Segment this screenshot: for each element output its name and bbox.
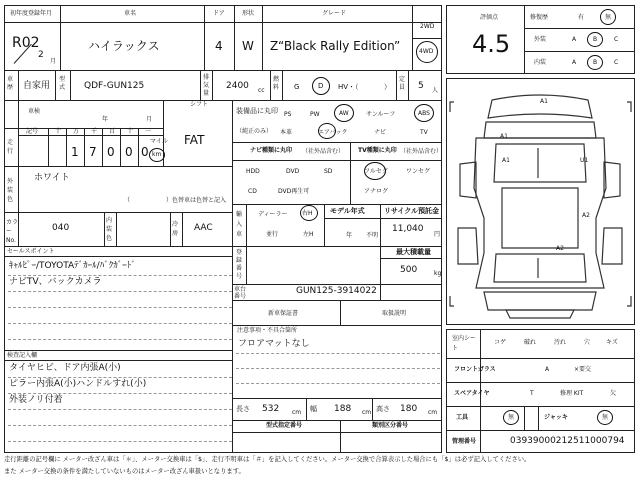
nav-type-title: ナビ種類に丸印 — [250, 147, 293, 154]
height-label: 高さ — [376, 405, 390, 413]
exterior-color-label: 外装色 — [7, 178, 14, 203]
capacity-unit: 人 — [432, 87, 439, 94]
import-right: 右H — [302, 210, 313, 217]
chassis-value: GUN125-3914022 — [296, 286, 377, 296]
spare-kit: 修理 KIT — [560, 390, 584, 397]
notes-value: フロアマットなし — [238, 339, 310, 349]
nav-sd: SD — [324, 168, 333, 175]
mileage-col-1: 一 — [145, 128, 152, 135]
spare-t: T — [530, 390, 534, 397]
grade-label: グレード — [322, 10, 347, 17]
spare-none: 欠 — [610, 390, 617, 397]
type-designation-label: 型式指定番号 — [266, 422, 303, 429]
nav-dvd: DVD — [286, 168, 300, 175]
exterior-grade-b: B — [593, 36, 598, 43]
doors-value: 4 — [215, 39, 223, 53]
import-parallel: 並行 — [266, 231, 279, 238]
reg-date-label: 初年度登録年月 — [10, 10, 53, 17]
fuel-label: 燃料 — [273, 76, 280, 91]
chassis-label: 車台番号 — [234, 286, 247, 300]
model-value: QDF-GUN125 — [84, 81, 145, 91]
new-car-warranty: 新車保証書 — [268, 310, 299, 317]
interior-grade-a: A — [572, 59, 577, 66]
mileage-col-1k: 千 — [91, 128, 98, 135]
shape-label: 形状 — [242, 10, 255, 17]
tv-oneseg: ワンセグ — [406, 168, 431, 175]
length-unit: cm — [292, 409, 302, 416]
fuel-hv: HV・（ — [338, 83, 359, 91]
mileage-col-10k: 万 — [73, 128, 80, 135]
mileage-km: km — [152, 151, 162, 158]
nav-type-sub: （社外品含む） — [302, 148, 345, 155]
drive-4wd: 4WD — [419, 48, 434, 55]
fuel-g: G — [294, 83, 300, 91]
equip-pw: PW — [310, 111, 320, 118]
drive-2wd: 2WD — [420, 23, 435, 30]
mileage-digit: 7 — [89, 145, 97, 159]
score-value: 4.5 — [472, 30, 511, 58]
inspection-year-unit: 年 — [102, 116, 109, 123]
reg-no-label: 登録番号 — [236, 249, 243, 280]
import-left: 左H — [303, 231, 314, 238]
model-year-unknown: 不明 — [366, 232, 379, 239]
equipment-subtitle: （純正のみ） — [236, 128, 273, 135]
reg-month: 2 — [38, 50, 44, 60]
windshield-a: A — [545, 366, 550, 373]
sales-point-line: ナビTV、バックカメラ — [9, 277, 102, 287]
height-value: 180 — [400, 404, 418, 414]
mileage-mile-label: マイル — [150, 138, 168, 145]
exterior-color-value: ホワイト — [34, 173, 70, 183]
width-value: 188 — [334, 404, 352, 414]
inspector-line: タイヤヒビ、ドア内張A(小) — [9, 363, 121, 373]
length-value: 532 — [262, 404, 280, 414]
use-label: 車歴 — [7, 76, 14, 91]
equip-aw: AW — [339, 110, 349, 117]
nav-hdd: HDD — [246, 168, 260, 175]
repair-label: 修復歴 — [530, 14, 549, 21]
seat-hole: 穴 — [584, 339, 591, 346]
equip-ps: PS — [284, 111, 292, 118]
mileage-col-100k: 十 — [55, 128, 62, 135]
model-name-label: 車名 — [124, 10, 137, 17]
sales-points-label: セールスポイント — [7, 248, 55, 255]
interior-grade-label: 内装 — [534, 59, 547, 66]
load-label: 最大積載量 — [396, 248, 431, 256]
import-dealer: ディーラー — [258, 211, 288, 218]
equip-airbag: エアバック — [318, 129, 348, 136]
footer-note: また メーター交換の条件を満たしていないものはメーター改ざん車扱いとなります。 — [4, 468, 245, 475]
inspector-line: ピラー内張A(小)ハンドルすれ(小) — [9, 379, 147, 389]
control-number: 03939000212511000794 — [510, 436, 625, 446]
tv-type-title: TV種類に丸印 — [358, 147, 397, 154]
recycle-value: 11,040 — [392, 224, 424, 234]
nav-cd: CD — [248, 188, 257, 195]
seat-burn: コゲ — [494, 339, 507, 346]
nav-dvd-play: DVD再生可 — [278, 188, 310, 195]
model-year-label: モデル年式 — [330, 207, 365, 215]
shape-value: W — [242, 39, 254, 53]
color-no-value: 040 — [52, 223, 70, 233]
inspector-line: 外装ノリ付着 — [9, 395, 63, 405]
inspection-month-unit: 月 — [146, 116, 153, 123]
displacement-label: 排気量 — [203, 74, 210, 97]
tools-label: 工具 — [456, 414, 469, 421]
jack-value: 無 — [602, 414, 609, 421]
equip-abs: ABS — [418, 110, 430, 117]
reg-year: R02 — [12, 35, 40, 51]
load-value: 500 — [400, 265, 418, 275]
mileage-digit: 0 — [125, 145, 133, 159]
score-label: 評価点 — [480, 14, 499, 21]
ac-value: AAC — [194, 223, 213, 233]
recycle-label: リサイクル預託金 — [384, 207, 440, 215]
inspection-label: 車検 — [28, 108, 41, 115]
ac-label: 冷房 — [172, 221, 179, 237]
interior-grade-b: B — [593, 59, 598, 66]
displacement-value: 2400 — [226, 81, 249, 91]
car-diagram — [446, 78, 635, 325]
mileage-col-100: 百 — [109, 128, 116, 135]
damage-mark: U1 — [580, 157, 589, 164]
doors-label: ドア — [213, 10, 225, 17]
reg-month-unit: 月 — [50, 58, 57, 65]
exterior-grade-c: C — [614, 36, 619, 43]
tv-fullseg: フルセグ — [364, 168, 388, 175]
capacity-label: 定員 — [399, 76, 406, 91]
shift-value: FAT — [184, 133, 205, 147]
length-label: 長さ — [236, 405, 250, 413]
jack-label: ジャッキ — [544, 414, 568, 421]
interior-color-label: 内装色 — [106, 217, 113, 242]
exterior-color-note: （ ）色替車は色替と記入 — [124, 197, 227, 204]
exterior-grade-a: A — [572, 36, 577, 43]
repair-yes: 有 — [578, 14, 585, 21]
capacity-value: 5 — [418, 81, 424, 91]
mileage-digit: 1 — [71, 145, 79, 159]
seat-scratch: キズ — [606, 339, 618, 346]
width-label: 幅 — [310, 405, 317, 413]
vehicle-name: ハイラックス — [88, 39, 160, 53]
mileage-label: 走行 — [7, 139, 14, 155]
exterior-grade-label: 外装 — [534, 36, 547, 43]
tv-type-sub: （社外品含む） — [400, 148, 443, 155]
windshield-replace: ×要交 — [574, 366, 592, 373]
fuel-close: ） — [384, 83, 391, 91]
equip-tv: TV — [420, 129, 428, 136]
spare-tire-label: スペアタイヤ — [454, 390, 490, 397]
repair-no: 無 — [605, 14, 612, 21]
load-kg: kg — [434, 270, 442, 277]
sales-point-line: ｷｬﾙﾋﾟｰ/TOYOTAﾃﾞｶｰﾙ/ﾊﾞｸｶﾞｰﾄﾞ — [9, 261, 136, 271]
damage-mark: A1 — [502, 157, 510, 164]
damage-mark: A2 — [582, 212, 590, 219]
manual: 取扱説明 — [382, 310, 407, 317]
recycle-yen: 円 — [434, 231, 441, 238]
seat-tear: 破れ — [524, 339, 537, 346]
damage-mark: A1 — [540, 98, 548, 105]
control-label: 管理番号 — [452, 438, 477, 445]
mileage-col-symbol: 記号 — [26, 128, 39, 135]
color-no-label: カラーNo. — [6, 219, 19, 244]
mileage-digit: 0 — [141, 145, 149, 159]
equip-sunroof: サンルーフ — [366, 111, 396, 118]
cc-unit: cc — [258, 87, 265, 94]
import-label: 輸入車 — [236, 211, 243, 238]
model-year-unit: 年 — [346, 232, 353, 239]
windshield-label: フロントガラス — [454, 366, 496, 373]
mileage-col-10: 十 — [127, 128, 134, 135]
seat-dirt: 汚れ — [554, 339, 567, 346]
model-label: 型式 — [59, 76, 66, 91]
seat-label: 室内シート — [452, 335, 477, 352]
height-unit: cm — [428, 409, 438, 416]
interior-grade-c: C — [614, 59, 619, 66]
tools-value: 無 — [508, 414, 515, 421]
notes-label: 注意事項・不具合箇所 — [237, 327, 298, 334]
fuel-d: D — [318, 82, 324, 90]
footer-note: 走行距離の記号欄に メーター改ざん車は「＊」、メーター交換車は「$」、走行不明車は「＃」を記入してください。メーター交換で合算表示した場合にも「$」は必ず記入してください。 — [4, 456, 531, 463]
equip-leather: 本革 — [280, 129, 293, 136]
use-value: 自家用 — [23, 81, 51, 91]
inspector-label: 検査記入欄 — [7, 352, 38, 359]
grade-value: Z“Black Rally Edition” — [270, 39, 401, 53]
tv-analog: アナログ — [364, 188, 389, 195]
class-number-label: 類別区分番号 — [372, 422, 409, 429]
mileage-digit: 0 — [107, 145, 115, 159]
width-unit: cm — [362, 409, 372, 416]
damage-mark: A2 — [556, 245, 564, 252]
damage-mark: A1 — [500, 133, 508, 140]
shift-label: シフト — [190, 101, 209, 108]
equipment-title: 装備品に丸印 — [236, 107, 278, 115]
equip-navi: ナビ — [374, 129, 387, 136]
